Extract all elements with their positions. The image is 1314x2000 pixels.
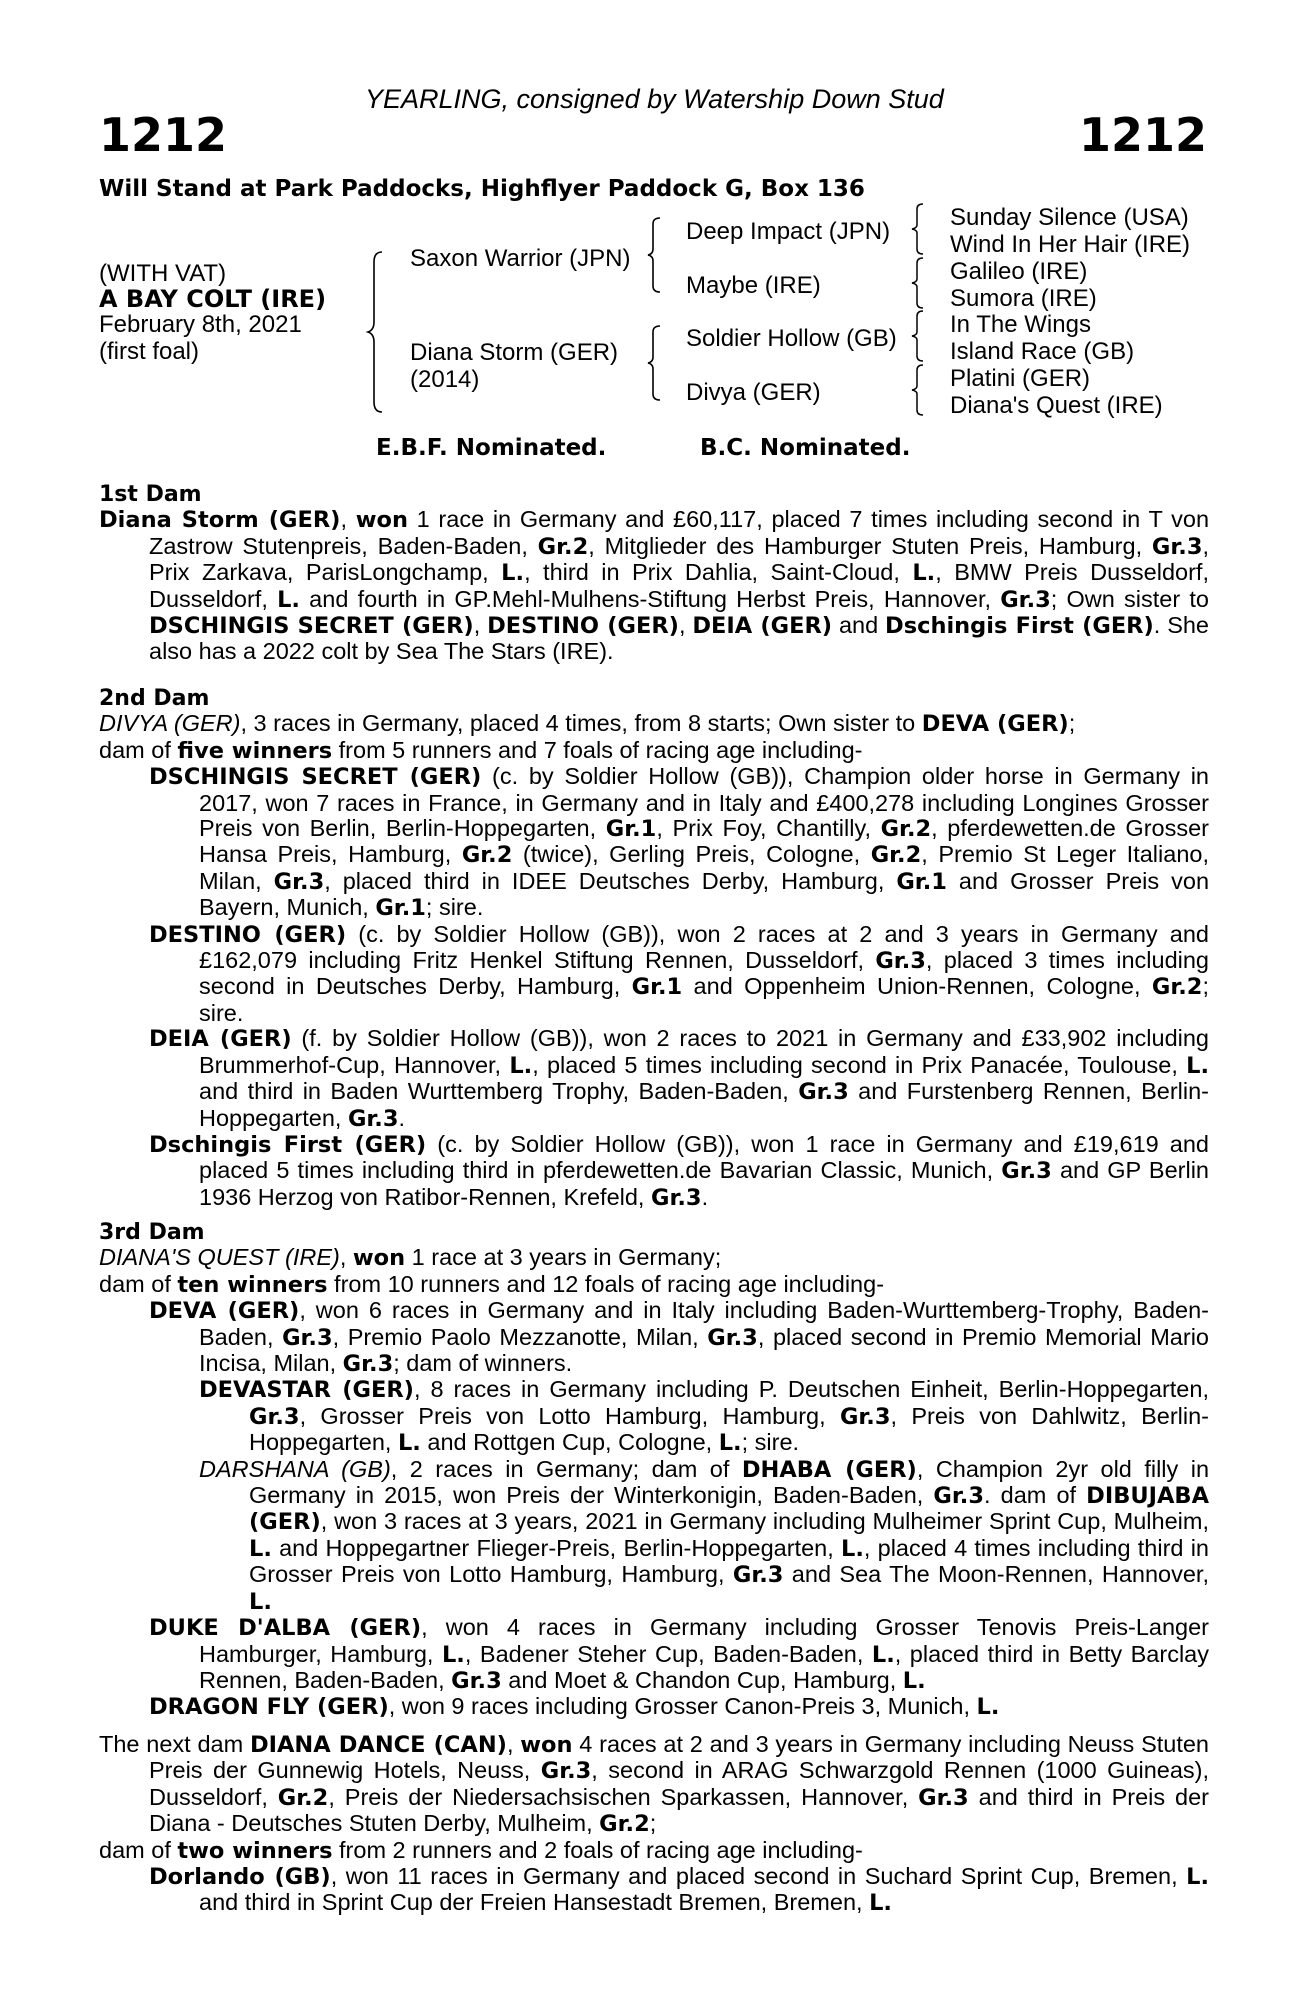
produce-name: Dschingis First (GER) xyxy=(149,1131,427,1158)
text: and xyxy=(832,612,886,639)
text: , 2 races in Germany; dam of xyxy=(390,1455,742,1482)
text: , Prix Zarkava, ParisLongchamp, xyxy=(149,532,1210,586)
pedigree-dam-sire: Soldier Hollow (GB) xyxy=(686,325,897,352)
text: , Premio St Leger Italiano, Milan, xyxy=(199,841,1209,894)
text: ; sire. xyxy=(199,973,1209,1026)
grade: L. xyxy=(501,560,525,587)
produce-name: DARSHANA (GB) xyxy=(199,1455,391,1482)
produce-name: DRAGON FLY (GER) xyxy=(149,1694,389,1721)
text: from 5 runners and 7 foals of racing age including- xyxy=(332,736,863,763)
ebf-nomination: E.B.F. Nominated. xyxy=(376,435,607,461)
next-dam-name: DIANA DANCE (CAN) xyxy=(249,1732,507,1758)
grade: Gr.3 xyxy=(451,1667,502,1694)
grade: Gr.3 xyxy=(1001,1158,1052,1185)
produce-name: DSCHINGIS SECRET (GER) xyxy=(149,764,482,791)
sibling-name: DESTINO (GER) xyxy=(487,613,679,640)
text: from 10 runners and 12 foals of racing age including- xyxy=(327,1270,885,1297)
lot-number-right: 1212 xyxy=(1078,108,1207,162)
grade: L. xyxy=(249,1535,272,1562)
text: . She also has a 2022 colt by Sea The Stars (IRE). xyxy=(149,612,1210,665)
text: 4 races at 2 and 3 years in Germany including Neuss Stuten Preis der Gunnewig Hotels, Neuss, xyxy=(149,1731,1210,1784)
grade: Gr.3 xyxy=(1151,533,1203,560)
text: and third in Sprint Cup der Freien Hansestadt Bremen, Bremen, xyxy=(199,1889,870,1916)
lot-number-left: 1212 xyxy=(99,108,228,162)
grade: Gr.2 xyxy=(870,842,922,869)
grade: Gr.3 xyxy=(347,1105,399,1132)
grade: Gr.1 xyxy=(605,816,657,843)
horse-foal-note: (first foal) xyxy=(99,338,200,365)
text: , pferdewetten.de Grosser Hansa Preis, Hamburg, xyxy=(199,815,1209,868)
text: ; sire. xyxy=(425,894,484,921)
grade: L. xyxy=(397,1430,421,1457)
grade: L. xyxy=(249,1588,272,1615)
pedigree-sss: Sunday Silence (USA) xyxy=(950,204,1189,231)
produce-name: DHABA (GER) xyxy=(741,1456,917,1483)
second-dam-title: 2nd Dam xyxy=(99,686,210,711)
grade: Gr.3 xyxy=(540,1758,592,1785)
grade: Gr.2 xyxy=(1151,974,1203,1001)
text: , placed third in IDEE Deutsches Derby, Hamburg, xyxy=(324,867,897,894)
grade: L. xyxy=(1186,1052,1210,1079)
horse-name: A BAY COLT (IRE) xyxy=(99,285,327,313)
text: and Furstenberg Rennen, Berlin-Hoppegarten, xyxy=(199,1078,1209,1131)
grade: Gr.3 xyxy=(707,1324,758,1351)
text: ; xyxy=(649,1810,657,1837)
text: (f. by Soldier Hollow (GB)), won 2 races to 2021 in Germany and £33,902 including Brummerhof-Cup, Hannover, xyxy=(199,1025,1210,1078)
third-dam-title: 3rd Dam xyxy=(99,1220,205,1245)
text: , 3 races in Germany, placed 4 times, from 8 starts; Own sister to xyxy=(240,710,922,737)
produce-entry xyxy=(99,1694,1209,1720)
text: and Moet & Chandon Cup, Hamburg, xyxy=(501,1666,903,1693)
text: The next dam xyxy=(99,1731,250,1757)
brace-dam xyxy=(648,326,664,400)
text: and Oppenheim Union-Rennen, Cologne, xyxy=(682,973,1152,1000)
text: ; dam of winners. xyxy=(393,1350,573,1377)
grade: L. xyxy=(509,1052,533,1079)
text: . dam of xyxy=(983,1482,1087,1509)
next-dam-section xyxy=(99,1732,1209,1917)
brace-main xyxy=(368,252,388,412)
pedigree-ddd: Diana's Quest (IRE) xyxy=(950,392,1163,419)
produce-entry xyxy=(99,1864,1209,1917)
grade: Gr.3 xyxy=(282,1324,333,1351)
grade: L. xyxy=(718,1430,742,1457)
pedigree-ssd: Wind In Her Hair (IRE) xyxy=(950,231,1191,258)
text: and third in Preis der Diana - Deutsches Stuten Derby, Mulheim, xyxy=(149,1783,1209,1837)
sibling-name: DEVA (GER) xyxy=(921,711,1069,738)
won-label: won xyxy=(520,1732,573,1758)
pedigree-dds: Platini (GER) xyxy=(950,365,1091,392)
stand-location: Will Stand at Park Paddocks, Highflyer Paddock G, Box 136 xyxy=(99,176,865,202)
grade: Gr.2 xyxy=(599,1811,650,1838)
first-dam-name: Diana Storm (GER) xyxy=(99,507,341,534)
text: , Premio Paolo Mezzanotte, Milan, xyxy=(332,1323,708,1350)
text: dam of xyxy=(99,736,178,763)
grade: Gr.2 xyxy=(277,1784,329,1811)
text: , placed 5 times including second in Prix Panacée, Toulouse, xyxy=(532,1051,1187,1078)
text: , placed 3 times including second in Deutsches Derby, Hamburg, xyxy=(199,947,1209,1000)
text: . xyxy=(701,1183,709,1210)
text: , won 4 races in Germany including Grosser Tenovis Preis-Langer Hamburger, Hamburg, xyxy=(199,1614,1209,1667)
pedigree-sdd: Sumora (IRE) xyxy=(950,285,1097,312)
text: , Champion 2yr old filly in Germany in 2015, won Preis der Winterkonigin, Baden-Baden, xyxy=(249,1455,1210,1509)
grade: Gr.2 xyxy=(461,842,513,869)
text: ; xyxy=(1068,710,1076,737)
pedigree-sds: Galileo (IRE) xyxy=(950,258,1088,285)
brace-sire xyxy=(648,218,664,292)
grade: L. xyxy=(902,1667,926,1694)
produce-name: DEVASTAR (GER) xyxy=(199,1377,414,1404)
sibling-name: DEIA (GER) xyxy=(692,613,833,640)
grade: Gr.3 xyxy=(933,1483,984,1510)
pedigree-sire-sire: Deep Impact (JPN) xyxy=(686,218,891,245)
text: (c. by Soldier Hollow (GB)), won 2 races at 2 and 3 years in Germany and £162,079 including Fritz Henkel Stiftung Rennen, Dusseldorf, xyxy=(199,920,1210,974)
text: (c. by Soldier Hollow (GB)), won 1 race in Germany and £19,619 and placed 5 times including third in pferdewetten.de Bavarian Classic, Munich, xyxy=(199,1130,1210,1184)
grandproduce-entry xyxy=(99,1457,1209,1615)
grade: L. xyxy=(277,586,300,613)
text: , won 3 races at 3 years, 2021 in Germany including Mulheimer Sprint Cup, Mulheim, xyxy=(320,1508,1209,1535)
text: ; sire. xyxy=(741,1429,800,1456)
text: 1 race at 3 years in Germany; xyxy=(405,1244,722,1271)
text: and Rottgen Cup, Cologne, xyxy=(420,1429,719,1456)
text: , placed second in Premio Memorial Mario Incisa, Milan, xyxy=(199,1323,1209,1377)
second-dam-produce-line xyxy=(99,738,1209,764)
text: from 2 runners and 2 foals of racing age including- xyxy=(332,1836,863,1863)
produce-entry xyxy=(99,1298,1209,1377)
next-dam-produce-line xyxy=(99,1838,1209,1864)
first-dam-paragraph: Diana Storm (GER), won 1 race in Germany and £60,117, placed 7 times including second in T von Zastrow Stutenpreis, Baden-Baden, Gr.2, Mitglieder des Hamburger Stuten Preis, Hamburg, Gr.3, Prix Zarkava, ParisLongchamp, L., third in Prix Dahlia, Saint-Cloud, L., BMW Preis Dusseldorf, Dusseldorf, L. and fourth in GP.Mehl-Mulhens-Stiftung Herbst Preis, Hannover, Gr.3; Own sister to DSCHINGIS SECRET (GER), DESTINO (GER), DEIA (GER) and Dschingis First (GER). She also has a 2022 colt by Sea The Stars (IRE). xyxy=(99,506,1210,665)
produce-name: DESTINO (GER) xyxy=(149,921,347,948)
vat-note: (WITH VAT) xyxy=(99,260,227,287)
text: , Grosser Preis von Lotto Hamburg, Hamburg, xyxy=(299,1402,840,1429)
next-dam-paragraph: The next dam DIANA DANCE (CAN), won 4 races at 2 and 3 years in Germany including Neuss Stuten Preis der Gunnewig Hotels, Neuss, Gr.3, second in ARAG Schwarzgold Rennen (1000 Guineas), Dusseldorf, Gr.2, Preis der Niedersachsischen Sparkassen, Hannover, Gr.3 and third in Preis der Diana - Deutsches Stuten Derby, Mulheim, Gr.2; xyxy=(99,1731,1210,1838)
produce-entry xyxy=(99,922,1209,1027)
third-dam-line: DIANA'S QUEST (IRE), won 1 race at 3 years in Germany; xyxy=(99,1244,722,1272)
third-dam-section xyxy=(99,1220,1209,1721)
brace-ds xyxy=(912,311,926,361)
horse-dob: February 8th, 2021 xyxy=(99,311,302,338)
pedigree-dam-year: (2014) xyxy=(410,366,480,393)
text: ; Own sister to xyxy=(1050,585,1210,612)
grade: Gr.1 xyxy=(631,974,683,1001)
grade: Gr.2 xyxy=(537,533,589,560)
text: , 8 races in Germany including P. Deutschen Einheit, Berlin-Hoppegarten, xyxy=(413,1376,1209,1403)
text: , third in Prix Dahlia, Saint-Cloud, xyxy=(524,559,913,586)
grade: Gr.3 xyxy=(273,868,325,895)
grade: Gr.3 xyxy=(875,948,926,975)
produce-entry xyxy=(99,764,1209,921)
second-dam-name: DIVYA (GER) xyxy=(99,710,241,737)
text: . xyxy=(398,1104,406,1131)
grade: Gr.3 xyxy=(839,1403,891,1430)
produce-name: DUKE D'ALBA (GER) xyxy=(149,1615,422,1642)
bc-nomination: B.C. Nominated. xyxy=(700,435,911,461)
grade: L. xyxy=(976,1694,1000,1721)
text: and third in Baden Wurttemberg Trophy, Baden-Baden, xyxy=(199,1078,799,1105)
text: , Prix Foy, Chantilly, xyxy=(656,815,881,842)
text: and fourth in GP.Mehl-Mulhens-Stiftung Herbst Preis, Hannover, xyxy=(299,585,1001,612)
grade: Gr.3 xyxy=(798,1079,849,1106)
text: , won 6 races in Germany and in Italy including Baden-Wurttemberg-Trophy, Baden-Baden, xyxy=(199,1297,1209,1350)
grade: L. xyxy=(840,1535,864,1562)
third-dam-produce-line xyxy=(99,1272,1209,1298)
text: , won 9 races including Grosser Canon-Preis 3, Munich, xyxy=(388,1693,977,1720)
produce-name: DEIA (GER) xyxy=(149,1026,292,1053)
pedigree-dam: Diana Storm (GER) xyxy=(410,339,619,366)
grade: L. xyxy=(912,560,936,587)
text: , Preis von Dahlwitz, Berlin-Hoppegarten, xyxy=(249,1402,1209,1456)
third-dam-name: DIANA'S QUEST (IRE) xyxy=(99,1244,340,1271)
text: , second in ARAG Schwarzgold Rennen (1000 Guineas), Dusseldorf, xyxy=(149,1757,1210,1810)
text: dam of xyxy=(99,1836,178,1863)
text: , Preis der Niedersachsischen Sparkassen, Hannover, xyxy=(328,1783,919,1810)
brace-dd xyxy=(912,365,926,415)
text: (twice), Gerling Preis, Cologne, xyxy=(512,841,871,868)
won-label: won xyxy=(355,507,408,534)
text: and Grosser Preis von Bayern, Munich, xyxy=(199,867,1210,921)
produce-name: Dorlando (GB) xyxy=(149,1864,331,1891)
grade: Gr.3 xyxy=(249,1403,300,1430)
grade: Gr.1 xyxy=(896,868,947,895)
pedigree-sire: Saxon Warrior (JPN) xyxy=(410,245,631,272)
text: , placed 4 times including third in Grosser Preis von Lotto Hamburg, Hamburg, xyxy=(249,1534,1209,1588)
grade: Gr.3 xyxy=(918,1784,969,1811)
pedigree-dss: In The Wings xyxy=(950,311,1091,338)
consignor-header: YEARLING, consigned by Watership Down Stud xyxy=(365,84,944,114)
text: 1 race in Germany and £60,117, placed 7 times including second in T von Zastrow Stutenpreis, Baden-Baden, xyxy=(149,506,1210,559)
text: , Mitglieder des Hamburger Stuten Preis, Hamburg, xyxy=(588,532,1152,559)
grade: L. xyxy=(869,1890,892,1917)
text: , Badener Steher Cup, Baden-Baden, xyxy=(464,1640,872,1667)
produce-entry xyxy=(99,1026,1209,1132)
text: , BMW Preis Dusseldorf, Dusseldorf, xyxy=(149,559,1209,612)
winners-count: five winners xyxy=(177,737,333,764)
text: , placed third in Betty Barclay Rennen, Baden-Baden, xyxy=(199,1640,1209,1693)
grade: L. xyxy=(441,1641,465,1668)
text: and GP Berlin 1936 Herzog von Ratibor-Rennen, Krefeld, xyxy=(199,1157,1210,1210)
grade: Gr.3 xyxy=(651,1184,702,1211)
text: and Hoppegartner Flieger-Preis, Berlin-Hoppegarten, xyxy=(271,1534,841,1561)
brace-ss xyxy=(912,204,926,254)
brace-sd xyxy=(912,258,926,308)
produce-entry xyxy=(99,1132,1209,1211)
pedigree-dsd: Island Race (GB) xyxy=(950,338,1135,365)
second-dam-line xyxy=(99,711,1209,737)
pedigree-dam-dam: Divya (GER) xyxy=(686,379,821,406)
text: dam of xyxy=(99,1270,178,1297)
produce-entry xyxy=(99,1615,1209,1694)
produce-name: DIBUJABA (GER) xyxy=(249,1483,1209,1536)
grade: L. xyxy=(1186,1864,1209,1891)
text: , won 11 races in Germany and placed second in Suchard Sprint Cup, Bremen, xyxy=(330,1863,1187,1890)
grade: Gr.3 xyxy=(732,1562,784,1589)
won-label: won xyxy=(352,1245,406,1272)
grade: Gr.1 xyxy=(375,895,426,922)
grade: Gr.3 xyxy=(342,1351,394,1378)
grade: Gr.2 xyxy=(880,816,932,843)
text: and Sea The Moon-Rennen, Hannover, xyxy=(783,1561,1209,1588)
sibling-name: DSCHINGIS SECRET (GER) xyxy=(149,613,474,640)
grandproduce-entry xyxy=(99,1377,1209,1456)
produce-name: DEVA (GER) xyxy=(149,1298,300,1325)
grade: Gr.3 xyxy=(1000,586,1051,613)
winners-count: two winners xyxy=(177,1837,333,1864)
text: (c. by Soldier Hollow (GB)), Champion older horse in Germany in 2017, won 7 races in France, in Germany and in Italy and £400,278 including Longines Grosser Preis von Berlin, Berlin-Hoppegarten, xyxy=(199,763,1209,842)
first-dam-title: 1st Dam xyxy=(99,482,202,507)
winners-count: ten winners xyxy=(177,1271,328,1298)
sibling-name: Dschingis First (GER) xyxy=(885,613,1154,640)
pedigree-sire-dam: Maybe (IRE) xyxy=(686,272,821,299)
grade: L. xyxy=(871,1641,895,1668)
second-dam-section xyxy=(99,686,1209,1211)
first-dam-section xyxy=(99,482,1209,665)
